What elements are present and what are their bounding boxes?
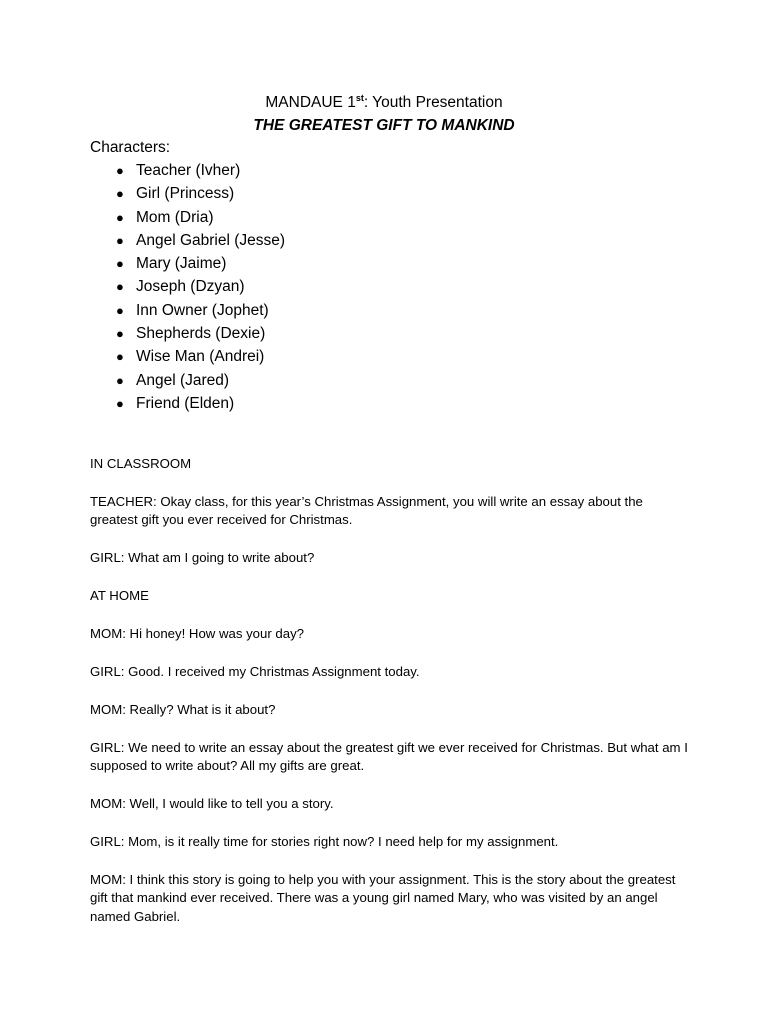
dialogue-paragraph: GIRL: Good. I received my Christmas Assignment today. [90,663,420,679]
document-subtitle: THE GREATEST GIFT TO MANKIND [253,117,515,134]
dialogue-paragraph: MOM: Really? What is it about? [90,701,276,717]
bullet-icon: ● [116,279,124,295]
character-item [90,275,690,298]
scene-heading: IN CLASSROOM [90,456,192,471]
bullet-icon: ● [116,349,124,365]
character-item [90,182,690,205]
character-item [90,252,690,275]
character-item [90,206,690,229]
character-label: Angel Gabriel (Jesse) [136,231,286,249]
document-title [0,92,768,114]
character-item [90,369,690,392]
character-label: Mom (Dria) [136,208,214,226]
character-label: Angel (Jared) [136,371,230,389]
character-item [90,299,690,322]
character-item [90,345,690,368]
title-superscript: st [355,92,364,103]
dialogue-paragraph: GIRL: What am I going to write about? [90,550,315,566]
character-item [90,392,690,415]
bullet-icon: ● [116,326,124,342]
bullet-icon: ● [116,302,124,318]
bullet-icon: ● [116,163,124,178]
character-label: Mary (Jaime) [136,255,227,273]
bullet-icon: ● [116,186,124,202]
script-body [90,455,690,946]
character-label: Joseph (Dzyan) [136,278,245,296]
title-prefix: MANDAUE 1 [265,94,356,111]
document-header [0,92,768,137]
characters-list [90,159,690,415]
dialogue-paragraph: TEACHER: Okay class, for this year’s Christmas Assignment, you will write an essay about the greatest gift you ever received for Christmas. [90,493,643,528]
dialogue-paragraph: GIRL: We need to write an essay about the greatest gift we ever received for Christmas. But what am I supposed to write about? All my gifts are great. [90,739,688,774]
bullet-icon: ● [116,232,124,248]
bullet-icon: ● [116,209,124,225]
bullet-icon: ● [116,372,124,388]
character-label: Inn Owner (Jophet) [136,301,269,319]
character-item [90,159,690,182]
scene-heading: AT HOME [90,588,149,604]
bullet-icon: ● [116,256,124,272]
character-label: Shepherds (Dexie) [136,325,266,343]
characters-section [90,137,690,415]
character-label: Friend (Elden) [136,394,235,412]
title-suffix: : Youth Presentation [363,94,503,111]
character-item [90,322,690,345]
bullet-icon: ● [116,395,124,411]
dialogue-paragraph: MOM: Hi honey! How was your day? [90,626,305,642]
character-label: Teacher (Ivher) [136,162,241,179]
dialogue-paragraph: MOM: I think this story is going to help you with your assignment. This is the story about the greatest gift that mankind ever received. There was a young girl named Mary, who was visited by an angel named Gabriel. [90,871,676,924]
dialogue-paragraph: GIRL: Mom, is it really time for stories right now? I need help for my assignment. [90,834,559,850]
characters-heading: Characters: [90,139,171,156]
character-label: Wise Man (Andrei) [136,348,265,366]
character-label: Girl (Princess) [136,185,235,203]
character-item [90,229,690,252]
dialogue-paragraph: MOM: Well, I would like to tell you a story. [90,796,334,812]
